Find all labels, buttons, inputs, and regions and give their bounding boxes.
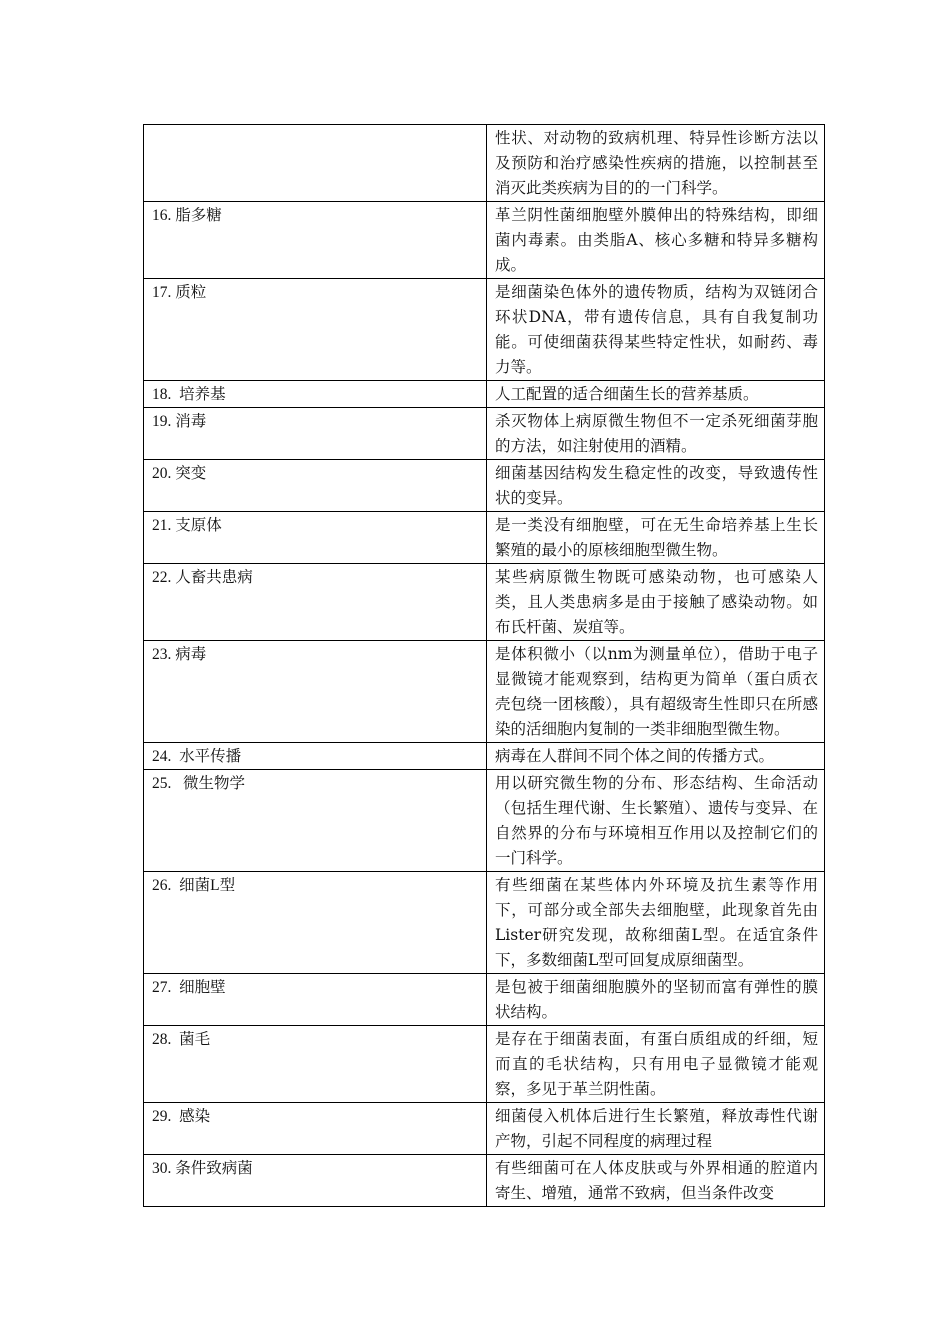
definition-cell: 有些细菌可在人体皮肤或与外界相通的腔道内寄生、增殖，通常不致病，但当条件改变 [487,1155,825,1207]
table-row [144,381,825,408]
table-row [144,460,825,512]
definition-cell: 某些病原微生物既可感染动物，也可感染人类，且人类患病多是由于接触了感染动物。如布氏杆菌、炭疽等。 [487,564,825,641]
definition-cell: 革兰阴性菌细胞壁外膜伸出的特殊结构，即细菌内毒素。由类脂A、核心多糖和特异多糖构成。 [487,202,825,279]
table-row [144,202,825,279]
definition-cell: 是包被于细菌细胞膜外的坚韧而富有弹性的膜状结构。 [487,974,825,1026]
term-cell: 20. 突变 [144,460,487,512]
definition-cell: 性状、对动物的致病机理、特异性诊断方法以及预防和治疗感染性疾病的措施，以控制甚至消灭此类疾病为目的的一门科学。 [487,125,825,202]
term-cell: 23. 病毒 [144,641,487,743]
definition-cell: 杀灭物体上病原微生物但不一定杀死细菌芽胞的方法，如注射使用的酒精。 [487,408,825,460]
term-cell [144,125,487,202]
term-cell: 25. 微生物学 [144,770,487,872]
table-row [144,279,825,381]
term-cell: 17. 质粒 [144,279,487,381]
term-cell: 22. 人畜共患病 [144,564,487,641]
term-cell: 21. 支原体 [144,512,487,564]
definition-cell: 细菌基因结构发生稳定性的改变，导致遗传性状的变异。 [487,460,825,512]
table-row [144,408,825,460]
definition-cell: 是体积微小（以nm为测量单位），借助于电子显微镜才能观察到，结构更为简单（蛋白质衣壳包绕一团核酸），具有超级寄生性即只在所感染的活细胞内复制的一类非细胞型微生物。 [487,641,825,743]
term-cell: 18. 培养基 [144,381,487,408]
definition-cell: 细菌侵入机体后进行生长繁殖，释放毒性代谢产物，引起不同程度的病理过程 [487,1103,825,1155]
term-cell: 16. 脂多糖 [144,202,487,279]
term-cell: 28. 菌毛 [144,1026,487,1103]
table-row [144,1103,825,1155]
table-row [144,974,825,1026]
table-row [144,125,825,202]
term-cell: 30. 条件致病菌 [144,1155,487,1207]
table-row [144,770,825,872]
table-row [144,1026,825,1103]
term-cell: 24. 水平传播 [144,743,487,770]
definition-cell: 有些细菌在某些体内外环境及抗生素等作用下，可部分或全部失去细胞壁，此现象首先由Lister研究发现，故称细菌L型。在适宜条件下，多数细菌L型可回复成原细菌型。 [487,872,825,974]
table-row [144,1155,825,1207]
definition-cell: 是存在于细菌表面，有蛋白质组成的纤细，短而直的毛状结构，只有用电子显微镜才能观察，多见于革兰阴性菌。 [487,1026,825,1103]
definition-cell: 病毒在人群间不同个体之间的传播方式。 [487,743,825,770]
table-row [144,564,825,641]
definition-cell: 用以研究微生物的分布、形态结构、生命活动（包括生理代谢、生长繁殖）、遗传与变异、在自然界的分布与环境相互作用以及控制它们的一门科学。 [487,770,825,872]
table-row [144,872,825,974]
term-cell: 19. 消毒 [144,408,487,460]
term-cell: 29. 感染 [144,1103,487,1155]
table-row [144,641,825,743]
definition-cell: 是一类没有细胞壁，可在无生命培养基上生长繁殖的最小的原核细胞型微生物。 [487,512,825,564]
table-row [144,512,825,564]
term-cell: 27. 细胞壁 [144,974,487,1026]
glossary-table [143,124,825,1207]
definition-cell: 是细菌染色体外的遗传物质，结构为双链闭合环状DNA，带有遗传信息，具有自我复制功能。可使细菌获得某些特定性状，如耐药、毒力等。 [487,279,825,381]
definition-cell: 人工配置的适合细菌生长的营养基质。 [487,381,825,408]
table-row [144,743,825,770]
term-cell: 26. 细菌L型 [144,872,487,974]
